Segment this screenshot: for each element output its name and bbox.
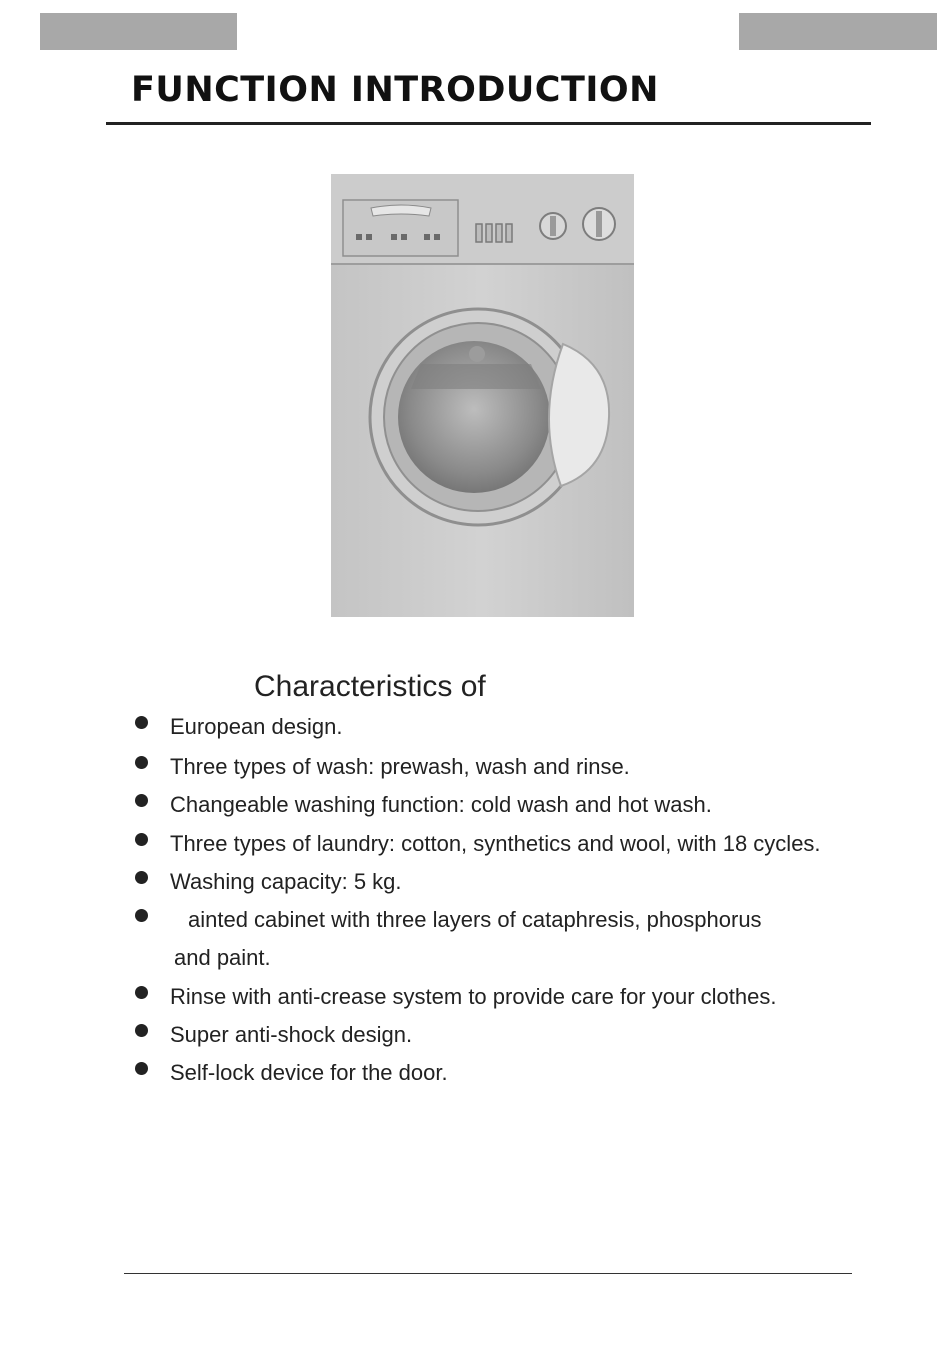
feature-text-line: ainted cabinet with three layers of cataphresis, phosphorus [188, 907, 762, 932]
feature-text [170, 901, 762, 977]
bullet-icon [135, 833, 148, 846]
header-tab-right [739, 13, 937, 50]
footer-divider [124, 1273, 852, 1274]
bullet-icon [135, 909, 148, 922]
feature-text: Three types of laundry: cotton, synthetics and wool, with 18 cycles. [170, 831, 821, 856]
bullet-icon [135, 871, 148, 884]
section-heading: Characteristics of [254, 670, 486, 703]
feature-text: Super anti-shock design. [170, 1022, 413, 1047]
header-tab-left [40, 13, 237, 50]
bullet-icon [135, 986, 148, 999]
feature-text: Rinse with anti-crease system to provide care for your clothes. [170, 984, 777, 1009]
feature-text-continuation: and paint. [174, 945, 271, 970]
feature-text: Self-lock device for the door. [170, 1060, 448, 1085]
bullet-icon [135, 1024, 148, 1037]
feature-text: Changeable washing function: cold wash and hot wash. [170, 792, 712, 817]
title-divider [106, 122, 871, 125]
feature-text: European design. [170, 714, 343, 739]
washing-machine-photo [331, 174, 634, 617]
bullet-icon [135, 794, 148, 807]
bullet-icon [135, 716, 148, 729]
bullet-icon [135, 1062, 148, 1075]
feature-text: Three types of wash: prewash, wash and rinse. [170, 754, 630, 779]
feature-text: Washing capacity: 5 kg. [170, 869, 402, 894]
bullet-icon [135, 756, 148, 769]
page-title: FUNCTION INTRODUCTION [131, 70, 659, 110]
